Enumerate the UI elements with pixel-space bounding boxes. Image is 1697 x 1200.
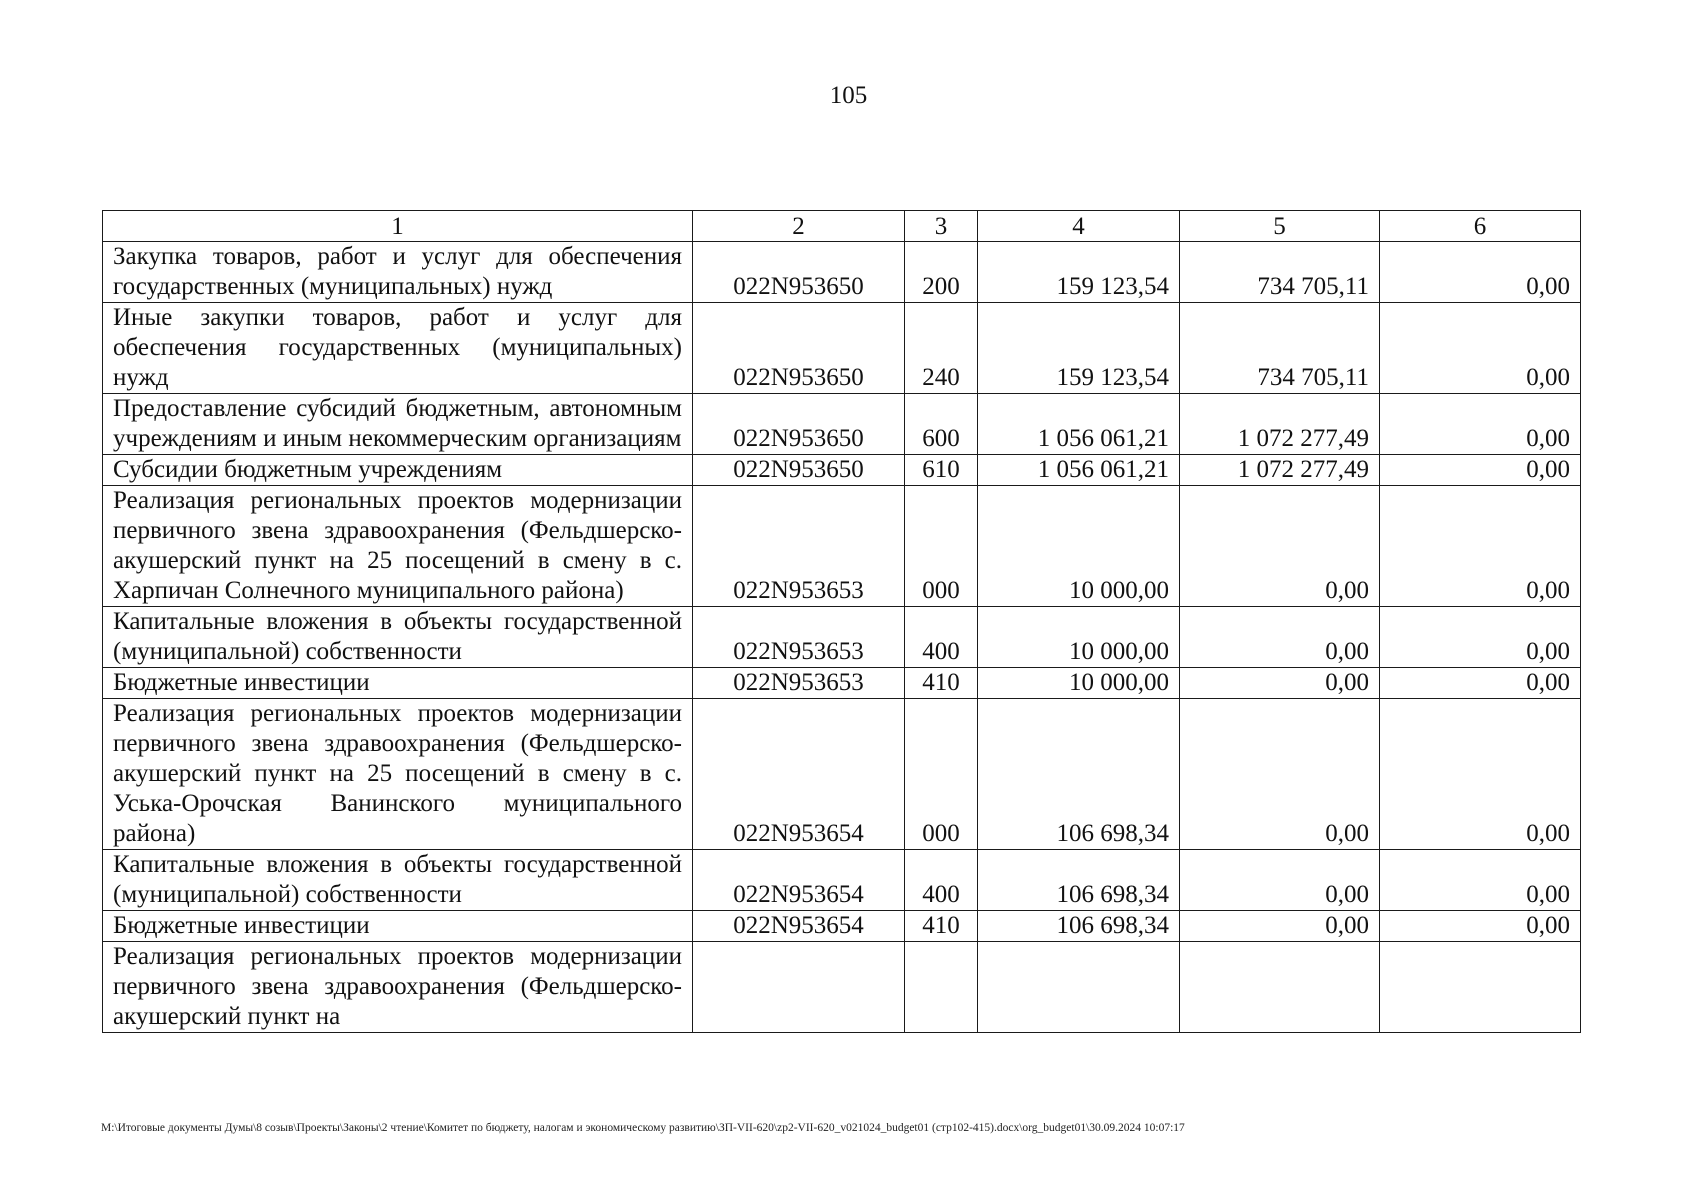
- column-header-3: 3: [905, 211, 978, 242]
- row-amount-col4: 1 056 061,21: [978, 394, 1180, 455]
- row-target-code: 022N953654: [693, 699, 905, 850]
- row-amount-col6: [1380, 942, 1581, 1033]
- table-row: [103, 668, 1581, 699]
- row-amount-col6: 0,00: [1380, 455, 1581, 486]
- table-row: [103, 942, 1581, 1033]
- row-target-code: 022N953650: [693, 303, 905, 394]
- page-number: 105: [829, 82, 868, 109]
- row-target-code: 022N953653: [693, 607, 905, 668]
- row-amount-col5: 734 705,11: [1180, 303, 1380, 394]
- row-amount-col4: 159 123,54: [978, 303, 1180, 394]
- row-name: Реализация региональных проектов модернизации первичного звена здравоохранения (Фельдшерско-акушерский пункт на 25 посещений в смену в с. Харпичан Солнечного муниципального района): [103, 486, 693, 607]
- row-target-code: [693, 942, 905, 1033]
- row-name: Предоставление субсидий бюджетным, автономным учреждениям и иным некоммерческим организациям: [103, 394, 693, 455]
- row-amount-col5: 734 705,11: [1180, 242, 1380, 303]
- row-expense-type: [905, 942, 978, 1033]
- row-target-code: 022N953650: [693, 455, 905, 486]
- row-amount-col5: 0,00: [1180, 486, 1380, 607]
- row-expense-type: 200: [905, 242, 978, 303]
- column-header-2: 2: [693, 211, 905, 242]
- row-name: Реализация региональных проектов модернизации первичного звена здравоохранения (Фельдшерско-акушерский пункт на: [103, 942, 693, 1033]
- row-amount-col4: 1 056 061,21: [978, 455, 1180, 486]
- document-file-path: M:\Итоговые документы Думы\8 созыв\Проекты\Законы\2 чтение\Комитет по бюджету, налогам и экономическому развитию\ЗП-VII-620\zp2-VII-620_v021024_budget01 (стр102-415).docx\org_budget01\30.09.2024 10:07:17: [101, 1122, 1185, 1134]
- row-expense-type: 400: [905, 607, 978, 668]
- row-name: Субсидии бюджетным учреждениям: [103, 455, 693, 486]
- row-amount-col6: 0,00: [1380, 607, 1581, 668]
- row-name: Закупка товаров, работ и услуг для обеспечения государственных (муниципальных) нужд: [103, 242, 693, 303]
- row-amount-col6: 0,00: [1380, 394, 1581, 455]
- row-target-code: 022N953650: [693, 394, 905, 455]
- row-expense-type: 600: [905, 394, 978, 455]
- table-row: [103, 911, 1581, 942]
- column-header-4: 4: [978, 211, 1180, 242]
- row-expense-type: 410: [905, 911, 978, 942]
- row-name: Иные закупки товаров, работ и услуг для обеспечения государственных (муниципальных) нужд: [103, 303, 693, 394]
- row-amount-col5: 1 072 277,49: [1180, 455, 1380, 486]
- row-amount-col6: 0,00: [1380, 486, 1581, 607]
- row-amount-col4: 10 000,00: [978, 486, 1180, 607]
- row-expense-type: 410: [905, 668, 978, 699]
- row-expense-type: 000: [905, 699, 978, 850]
- column-header-1: 1: [103, 211, 693, 242]
- column-header-5: 5: [1180, 211, 1380, 242]
- row-amount-col4: 10 000,00: [978, 607, 1180, 668]
- row-target-code: 022N953654: [693, 850, 905, 911]
- row-amount-col6: 0,00: [1380, 668, 1581, 699]
- row-name: Реализация региональных проектов модернизации первичного звена здравоохранения (Фельдшерско-акушерский пункт на 25 посещений в смену в с. Уська-Орочская Ванинского муниципального района): [103, 699, 693, 850]
- table-row: [103, 486, 1581, 607]
- row-amount-col5: 0,00: [1180, 607, 1380, 668]
- table-header-row: [103, 211, 1581, 242]
- budget-table: [102, 210, 1581, 1033]
- row-target-code: 022N953650: [693, 242, 905, 303]
- row-amount-col6: 0,00: [1380, 850, 1581, 911]
- row-expense-type: 000: [905, 486, 978, 607]
- row-expense-type: 400: [905, 850, 978, 911]
- row-amount-col5: 0,00: [1180, 699, 1380, 850]
- row-amount-col5: [1180, 942, 1380, 1033]
- row-expense-type: 610: [905, 455, 978, 486]
- row-amount-col6: 0,00: [1380, 242, 1581, 303]
- row-amount-col5: 0,00: [1180, 911, 1380, 942]
- row-name: Капитальные вложения в объекты государственной (муниципальной) собственности: [103, 607, 693, 668]
- row-amount-col4: 159 123,54: [978, 242, 1180, 303]
- table-row: [103, 699, 1581, 850]
- row-target-code: 022N953653: [693, 668, 905, 699]
- table-row: [103, 607, 1581, 668]
- table-row: [103, 303, 1581, 394]
- row-amount-col5: 0,00: [1180, 850, 1380, 911]
- row-amount-col5: 1 072 277,49: [1180, 394, 1380, 455]
- row-target-code: 022N953654: [693, 911, 905, 942]
- row-amount-col4: 106 698,34: [978, 911, 1180, 942]
- row-amount-col4: 106 698,34: [978, 850, 1180, 911]
- table-row: [103, 394, 1581, 455]
- table-row: [103, 455, 1581, 486]
- row-name: Бюджетные инвестиции: [103, 668, 693, 699]
- row-name: Капитальные вложения в объекты государственной (муниципальной) собственности: [103, 850, 693, 911]
- row-amount-col6: 0,00: [1380, 911, 1581, 942]
- row-amount-col4: [978, 942, 1180, 1033]
- row-amount-col6: 0,00: [1380, 699, 1581, 850]
- table-row: [103, 242, 1581, 303]
- row-expense-type: 240: [905, 303, 978, 394]
- row-amount-col4: 106 698,34: [978, 699, 1180, 850]
- row-amount-col5: 0,00: [1180, 668, 1380, 699]
- column-header-6: 6: [1380, 211, 1581, 242]
- row-amount-col4: 10 000,00: [978, 668, 1180, 699]
- row-amount-col6: 0,00: [1380, 303, 1581, 394]
- row-name: Бюджетные инвестиции: [103, 911, 693, 942]
- table-row: [103, 850, 1581, 911]
- row-target-code: 022N953653: [693, 486, 905, 607]
